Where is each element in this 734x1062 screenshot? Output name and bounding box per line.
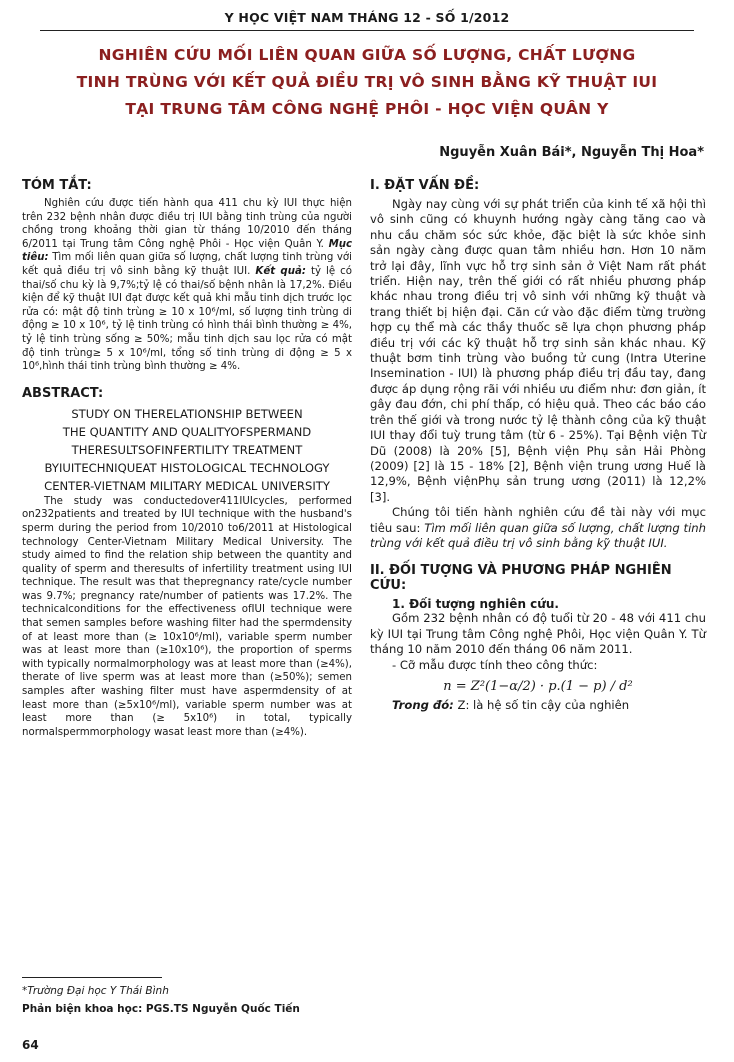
intro-aim-lead: Chúng tôi tiến hành nghiên cứu đề tài này với mục tiêu sau: — [370, 505, 706, 535]
intro-paragraph-2 — [370, 505, 706, 551]
abstract-title-line-4: BYIUITECHNIQUEAT HISTOLOGICAL TECHNOLOGY — [44, 460, 330, 475]
page-number: 64 — [22, 1038, 39, 1052]
right-column — [370, 178, 706, 713]
intro-paragraph-1: Ngày nay cùng với sự phát triển của kinh tế xã hội thì vô sinh cũng có khuynh hướng ngày càng tăng cao và nhu cầu chăm sóc sức khỏe, đặc biệt là sức khỏe sinh sản ngày càng được quan tâm nhiều hơn. Hơn 10 năm trở lại đây, lĩnh vực hỗ trợ sinh sản ở Việt Nam rất phát triển. Hiện nay, trên thế giới có rất nhiều phương pháp khác nhau trong điều trị vô sinh với những kỹ thuật và trang thiết bị hiện đại. Căn cứ vào đặc điểm từng trường hợp cụ thể mà các thầy thuốc sẽ lựa chọn phương pháp điều trị với các kỹ thuật hỗ trợ sinh sản khác nhau. Kỹ thuật bơm tinh trùng vào buồng tử cung (Intra Uterine Insemination - IUI) là phương pháp điều trị đầu tay, đang được áp dụng rộng rãi với nhiều ưu điểm như: đơn giản, ít gây đau đớn, chi phí thấp, có hiệu quả. Theo các báo cáo trên thế giới và trong nước tỷ lệ thành công của kỹ thuật IUI thay đổi tuỳ trung tâm (từ 6 - 25%). Tại Bệnh viện Từ Dũ (2008) là 20% [5], Bệnh viện Phụ sản Hải Phòng (2009) [2] là 15 - 18% [2], Bệnh viện trung ương Huế là 12,9%, Bệnh việnPhụ sản trung ương (2011) là 12,2% [3]. — [370, 197, 706, 504]
abstract-heading: ABSTRACT: — [22, 385, 104, 401]
where-label: Trong đó: — [392, 697, 454, 712]
methods-paragraph-2: - Cỡ mẫu được tính theo công thức: — [392, 657, 598, 672]
where-text: Z: là hệ số tin cậy của nghiên — [457, 697, 630, 712]
title-line-1: NGHIÊN CỨU MỐI LIÊN QUAN GIỮA SỐ LƯỢNG, CHẤT LƯỢNG — [98, 46, 636, 64]
methods-where — [370, 698, 706, 713]
title-line-2: TINH TRÙNG VỚI KẾT QUẢ ĐIỀU TRỊ VÔ SINH BẰNG KỸ THUẬT IUI — [76, 73, 658, 91]
footnote — [22, 982, 300, 1018]
abstract-title-line-2: THE QUANTITY AND QUALITYOFSPERMAND — [62, 424, 312, 439]
intro-aim-text: Tìm mối liên quan giữa số lượng, chất lượng tinh trùng với kết quả điều trị vô sinh bằng kỹ thuật IUI. — [370, 520, 706, 550]
methods-paragraph-1: Gồm 232 bệnh nhân có độ tuổi từ 20 - 48 với 411 chu kỳ IUI tại Trung tâm Công nghệ Phôi, Học viện Quân Y. Từ tháng 10 năm 2010 đến tháng 06 năm 2011. — [370, 611, 706, 657]
authors: Nguyễn Xuân Bái*, Nguyễn Thị Hoa* — [439, 145, 704, 160]
article-title — [60, 42, 674, 123]
sample-size-formula: n = Z²(1−α/2) · p.(1 − p) / d² — [443, 678, 633, 694]
summary-heading: TÓM TẮT: — [22, 178, 92, 193]
affiliation: *Trường Đại học Y Thái Bình — [22, 985, 169, 997]
aim-label: Mục tiêu: — [22, 238, 352, 264]
abstract-title-line-3: THERESULTSOFINFERTILITY TREATMENT — [71, 442, 303, 457]
summary-paragraph — [22, 197, 352, 374]
aim-text: Tìm mối liên quan giữa số lượng, chất lượng tinh trùng với kết quả điều trị vô sinh bằng kỹ thuật IUI. — [22, 252, 352, 277]
result-label: Kết quả: — [255, 265, 306, 277]
summary-intro: Nghiên cứu được tiến hành qua 411 chu kỳ IUI thực hiện trên 232 bệnh nhân được điều trị IUI bằng tinh trùng của người chồng trong khoảng thời gian từ tháng 10/2010 đến tháng 6/2011 tại Trung tâm Công nghệ Phôi - Học viện Quân Y. — [22, 198, 352, 250]
abstract-title — [22, 405, 352, 495]
reviewer: Phản biện khoa học: PGS.TS Nguyễn Quốc Tiến — [22, 1003, 300, 1015]
journal-header: Y HỌC VIỆT NAM THÁNG 12 - SỐ 1/2012 — [40, 10, 694, 31]
methods-heading: II. ĐỐI TƯỢNG VÀ PHƯƠNG PHÁP NGHIÊN CỨU: — [370, 563, 672, 594]
abstract-title-line-1: STUDY ON THERELATIONSHIP BETWEEN — [71, 406, 303, 421]
intro-heading: I. ĐẶT VẤN ĐỀ: — [370, 178, 480, 193]
abstract-title-line-5: CENTER-VIETNAM MILITARY MEDICAL UNIVERSITY — [44, 478, 330, 493]
methods-subheading: 1. Đối tượng nghiên cứu. — [392, 597, 559, 612]
left-column — [22, 178, 352, 739]
title-line-3: TẠI TRUNG TÂM CÔNG NGHỆ PHÔI - HỌC VIỆN QUÂN Y — [125, 100, 609, 118]
footnote-rule — [22, 977, 162, 978]
abstract-body: The study was conductedover411IUIcycles, performed on232patients and treated by IUI technique with the husband's sperm during the period from 10/2010 to6/2011 at Histological technology Center-Vietnam Military Medical University. The study aimed to find the relation ship between the quantity and quality of sperm and theresults of infertility treatment using IUI technique. The result was that thepregnancy rate/cycle number was 9.7%; pregnancy rate/number of patients was 17.2%. The technicalconditions for the effectiveness ofIUI technique were that semen samples before washing filter had the spermdensity of at least more than (≥ 10x10⁶/ml), variable sperm number was at least more than (≥10x10⁶), the proportion of sperms with typically normalmorphology was at least more than (≥4%), therate of live sperm was at least more than (≥50%); semen samples after washing filter must have aspermdensity of at least more than (≥5x10⁶/ml), variable sperm number was at least more than (≥ 5x10⁶) in total, typically normalspermmorphology wasat least more than (≥4%). — [22, 495, 352, 738]
result-text: tỷ lệ có thai/số chu kỳ là 9,7%;tỷ lệ có thai/số bệnh nhân là 17,2%. Điều kiện để kỹ thuật IUI đạt được kết quả khi mẫu tinh dịch trước lọc rửa có: mật độ tinh trùng ≥ 10 x 10⁶/ml, số lượng tinh trùng di động ≥ 10 x 10⁶, tỷ lệ tinh trùng có hình thái bình thường ≥ 4%, tỷ lệ tinh trùng sống ≥ 50%; mẫu tinh dịch sau lọc rửa có mật độ tinh trùng≥ 5 x 10⁶/ml, tổng số tinh trùng di động ≥ 5 x 10⁶,hình thái tinh trùng bình thường ≥ 4%. — [22, 265, 353, 373]
